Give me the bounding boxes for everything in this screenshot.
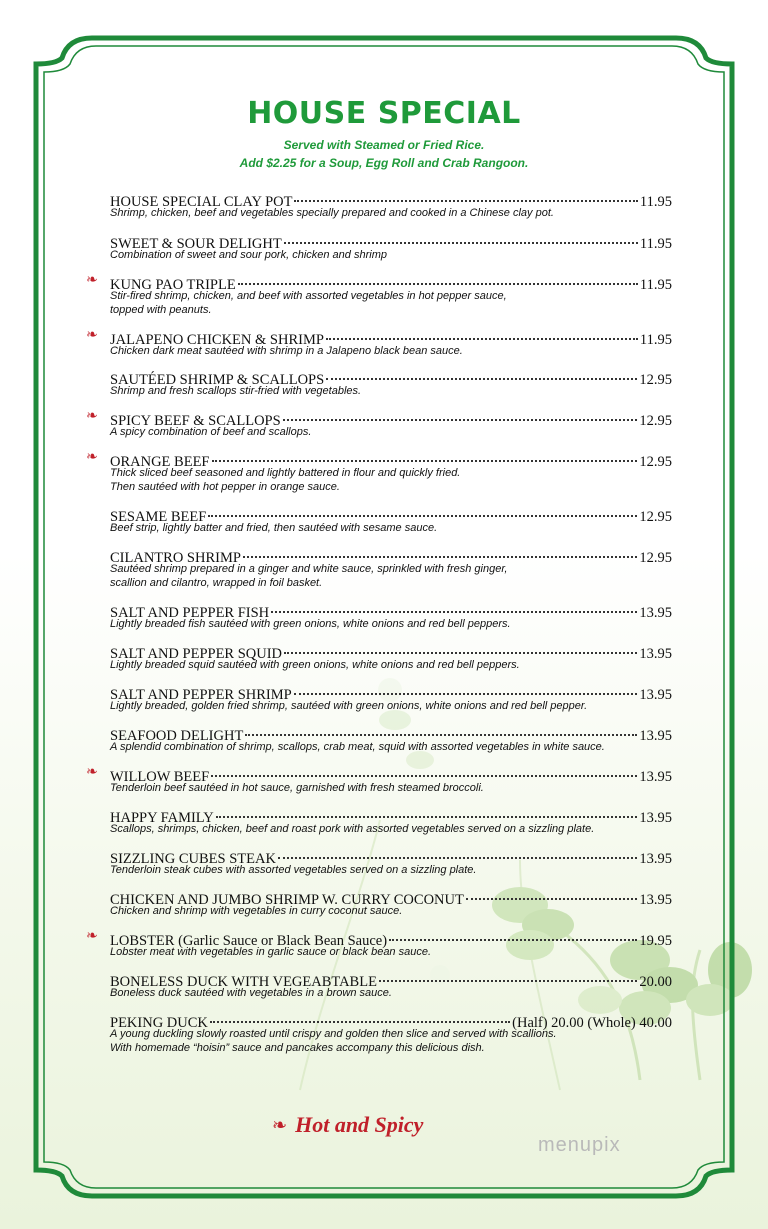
menu-item [110,681,672,713]
menu-item-description: Tenderloin steak cubes with assorted vegetables served on a sizzling plate. [110,864,477,876]
hot-spicy-icon: ❧ [86,408,98,424]
menu-subtitle-rice: Served with Steamed or Fried Rice. [283,138,485,152]
menu-item-row [110,886,672,908]
dot-leader [294,677,638,695]
menu-item-description: Chicken and shrimp with vegetables in curry coconut sauce. [110,905,403,917]
menu-item-name: SWEET & SOUR DELIGHT [110,236,282,252]
dot-leader [245,718,637,736]
dot-leader [208,499,637,517]
menu-item-price: 11.95 [639,236,672,252]
menu-item-description: Lightly breaded fish sautéed with green onions, white onions and red bell peppers. [110,618,511,630]
hot-spicy-icon: ❧ [86,928,98,944]
menu-item-row [110,544,672,566]
menu-item [110,886,672,918]
menu-item-name: CHICKEN AND JUMBO SHRIMP W. CURRY COCONUT [110,892,464,908]
menu-item-name: ORANGE BEEF [110,454,210,470]
menu-item [110,968,672,1000]
dot-leader [278,841,637,859]
menu-item-description: Sautéed shrimp prepared in a ginger and white sauce, sprinkled with fresh ginger, scallion and cilantro, wrapped in foil basket. [110,563,508,589]
menu-item-description: Chicken dark meat sautéed with shrimp in a Jalapeno black bean sauce. [110,345,463,357]
menu-item [110,804,672,836]
menu-item [110,188,672,220]
menu-item-price: 13.95 [639,646,672,662]
menu-item-row [110,845,672,867]
menu-item-row [110,230,672,252]
menu-item-price: 11.95 [639,194,672,210]
menu-item-description: A spicy combination of beef and scallops. [110,426,312,438]
dot-leader [389,923,637,941]
menu-item-name: SIZZLING CUBES STEAK [110,851,276,867]
watermark: menupix [538,1134,621,1156]
menu-item-description: Shrimp and fresh scallops stir-fried with vegetables. [110,385,362,397]
menu-item-price: (Half) 20.00 (Whole) 40.00 [512,1015,672,1031]
menu-item-name: SALT AND PEPPER SQUID [110,646,283,662]
dot-leader [294,184,637,202]
hot-spicy-icon: ❧ [86,764,98,780]
menu-item-row [110,722,672,744]
menu-item-row [110,503,672,525]
menu-item-description: Beef strip, lightly batter and fried, then sautéed with sesame sauce. [110,522,438,534]
dot-leader [326,322,638,340]
menu-item-name: HAPPY FAMILY [110,810,214,826]
menu-item-row [110,326,672,348]
menu-item-price: 20.00 [639,974,672,990]
menu-item-name: SPICY BEEF & SCALLOPS [110,413,281,429]
menu-item-description: A splendid combination of shrimp, scallops, crab meat, squid with assorted vegetables in white sauce. [110,741,605,753]
dot-leader [216,800,638,818]
menu-item-description: Lightly breaded, golden fried shrimp, sautéed with green onions, white onions and red bell pepper. [110,700,588,712]
menu-item-description: Scallops, shrimps, chicken, beef and roast pork with assorted vegetables served on a sizzling plate. [110,823,595,835]
menu-item [110,544,672,590]
menu-item [110,326,672,358]
menu-title: HOUSE SPECIAL [247,96,521,131]
menu-item [110,927,672,959]
menu-item [110,230,672,262]
menu-item-name: SALT AND PEPPER FISH [110,605,270,621]
legend-label: Hot and Spicy [295,1112,424,1137]
menu-item-description: Shrimp, chicken, beef and vegetables specially prepared and cooked in a Chinese clay pot. [110,207,554,219]
menu-item-row [110,271,672,293]
menu-item-name: SEAFOOD DELIGHT [110,728,244,744]
menu-item [110,271,672,317]
dot-leader [284,226,638,244]
menu-item-row [110,1009,672,1031]
menu-item-price: 13.95 [639,687,672,703]
menu-item-description: Thick sliced beef seasoned and lightly battered in flour and quickly fried. Then sautéed with hot pepper in orange sauce. [110,467,461,493]
dot-leader [283,403,638,421]
menu-item-description: A young duckling slowly roasted until crispy and golden then slice and served with scallions. With homemade “hoisin” sauce and pancakes accompany this delicious dish. [110,1028,557,1054]
menu-item [110,366,672,398]
hot-and-spicy-legend [272,1112,423,1138]
menu-item-name: SAUTÉED SHRIMP & SCALLOPS [110,372,325,388]
dot-leader [243,540,637,558]
menu-item-row [110,804,672,826]
dot-leader [211,759,637,777]
menu-item-price: 12.95 [639,372,672,388]
menu-item-name: BONELESS DUCK WITH VEGEABTABLE [110,974,377,990]
menu-item-row [110,407,672,429]
menu-item-price: 13.95 [639,605,672,621]
menu-item [110,845,672,877]
menu-item-name: JALAPENO CHICKEN & SHRIMP [110,332,324,348]
menu-item-row [110,968,672,990]
menu-item-name: PEKING DUCK [110,1015,208,1031]
menu-item-price: 12.95 [639,454,672,470]
menu-item-name: LOBSTER (Garlic Sauce or Black Bean Sauce) [110,933,388,949]
hot-spicy-icon: ❧ [86,327,98,343]
menu-item-row [110,640,672,662]
menu-item-price: 13.95 [639,851,672,867]
menu-item [110,599,672,631]
menu-item-description: Tenderloin beef sautéed in hot sauce, garnished with fresh steamed broccoli. [110,782,484,794]
menu-item-price: 12.95 [639,550,672,566]
menu-item-price: 13.95 [639,769,672,785]
menu-item-name: WILLOW BEEF [110,769,210,785]
dot-leader [466,882,638,900]
dot-leader [210,1005,510,1023]
menu-item [110,407,672,439]
menu-item [110,448,672,494]
menu-item [110,503,672,535]
hot-spicy-icon: ❧ [86,272,98,288]
dot-leader [271,595,637,613]
menu-item-price: 19.95 [639,933,672,949]
menu-item-row [110,681,672,703]
menu-item-price: 13.95 [639,728,672,744]
menu-item-price: 12.95 [639,413,672,429]
menu-item [110,763,672,795]
menu-item-description: Combination of sweet and sour pork, chicken and shrimp [110,249,387,261]
menu-item-price: 13.95 [639,810,672,826]
menu-item-name: CILANTRO SHRIMP [110,550,241,566]
dot-leader [238,267,638,285]
chili-pepper-icon: ❧ [272,1114,288,1136]
menu-item-row [110,599,672,621]
menu-item-name: SALT AND PEPPER SHRIMP [110,687,292,703]
menu-item-row [110,448,672,470]
menu-item-name: HOUSE SPECIAL CLAY POT [110,194,293,210]
menu-item [110,722,672,754]
menu-item-description: Boneless duck sautéed with vegetables in a brown sauce. [110,987,392,999]
menu-item-price: 11.95 [639,277,672,293]
dot-leader [379,964,637,982]
menu-item-row [110,366,672,388]
menu-item-row [110,188,672,210]
menu-item-description: Stir-fired shrimp, chicken, and beef with assorted vegetables in hot pepper sauce, topped with peanuts. [110,290,507,316]
menu-item-description: Lightly breaded squid sautéed with green onions, white onions and red bell peppers. [110,659,520,671]
dot-leader [212,444,638,462]
menu-item-row [110,927,672,949]
dot-leader [326,362,637,380]
dot-leader [284,636,637,654]
menu-item [110,1009,672,1055]
menu-item [110,640,672,672]
hot-spicy-icon: ❧ [86,449,98,465]
menu-item-price: 13.95 [639,892,672,908]
menu-item-name: KUNG PAO TRIPLE [110,277,236,293]
menu-item-price: 12.95 [639,509,672,525]
menu-subtitle-addon: Add $2.25 for a Soup, Egg Roll and Crab Rangoon. [239,156,529,170]
menu-item-price: 11.95 [639,332,672,348]
menu-item-description: Lobster meat with vegetables in garlic sauce or black bean sauce. [110,946,432,958]
menu-item-name: SESAME BEEF [110,509,207,525]
menu-item-row [110,763,672,785]
